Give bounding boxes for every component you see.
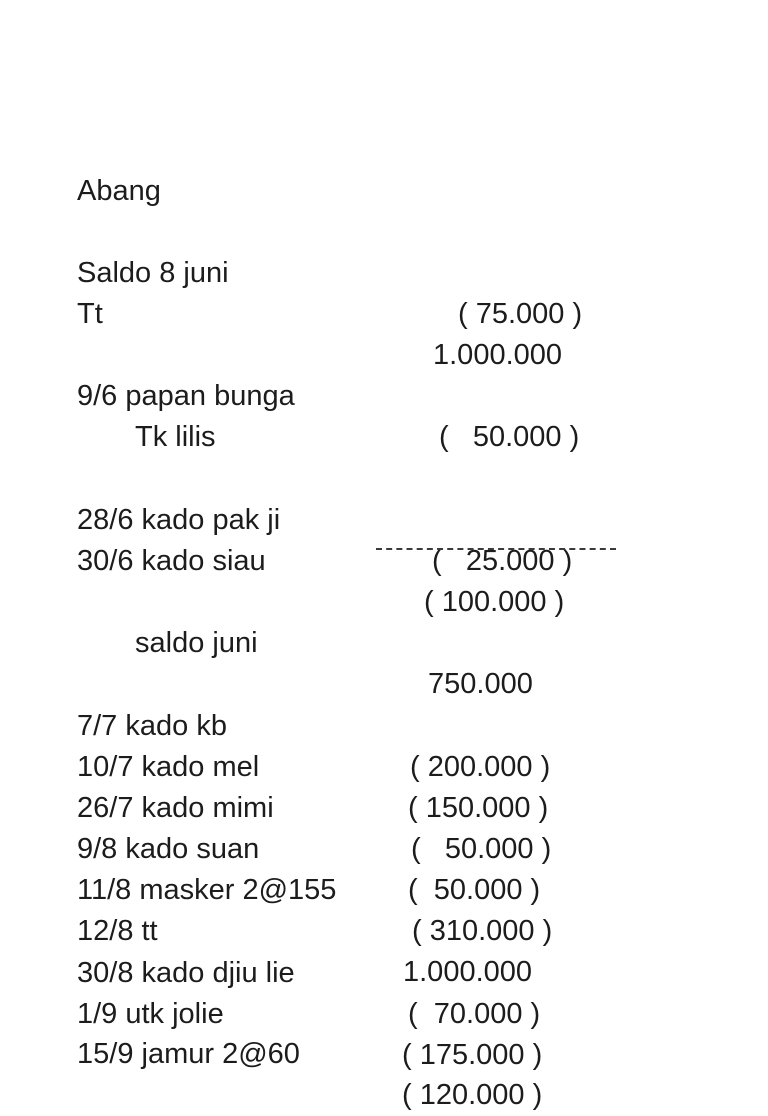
ledger-amount: ( 75.000 )	[458, 298, 583, 330]
ledger-amount: ( 120.000 )	[402, 1079, 543, 1111]
ledger-label: 12/8 tt	[77, 915, 158, 947]
ledger-amount: ( 50.000 )	[411, 833, 552, 865]
ledger-label: 30/8 kado djiu lie	[77, 957, 295, 989]
ledger-label: 9/6 papan bunga	[77, 380, 295, 412]
ledger-label: Tk lilis	[135, 421, 216, 453]
ledger-label: 26/7 kado mimi	[77, 792, 274, 824]
ledger-label: 15/9 jamur 2@60	[77, 1038, 300, 1070]
ledger-amount: 1.000.000	[403, 956, 533, 988]
ledger-amount: 1.000.000	[433, 339, 563, 371]
subtotal-separator	[376, 548, 616, 550]
ledger-amount: ( 25.000 )	[432, 545, 573, 577]
ledger-label: 11/8 masker 2@155	[77, 874, 337, 906]
ledger-label: Tt	[77, 298, 103, 330]
ledger-amount: ( 100.000 )	[424, 586, 565, 618]
document-title-line	[0, 130, 768, 207]
ledger-amount: ( 310.000 )	[412, 915, 553, 947]
ledger-amount: 750.000	[428, 668, 533, 700]
ledger-label: Saldo 8 juni	[77, 257, 229, 289]
ledger-amount: ( 70.000 )	[408, 998, 541, 1030]
ledger-label: 9/8 kado suan	[77, 833, 260, 865]
ledger-amount: ( 150.000 )	[408, 792, 549, 824]
ledger-label: 10/7 kado mel	[77, 751, 260, 783]
ledger-label: 30/6 kado siau	[77, 545, 266, 577]
ledger-amount: ( 200.000 )	[410, 751, 551, 783]
ledger-amount: ( 50.000 )	[408, 874, 541, 906]
ledger-label: 7/7 kado kb	[77, 710, 227, 742]
ledger-amount: ( 175.000 )	[402, 1039, 543, 1071]
document-title: Abang	[77, 175, 161, 207]
ledger-amount: ( 50.000 )	[439, 421, 580, 453]
ledger-label: saldo juni	[135, 627, 258, 659]
ledger-row	[0, 582, 768, 700]
ledger-label: 28/6 kado pak ji	[77, 504, 281, 536]
ledger-label: 1/9 utk jolie	[77, 998, 224, 1030]
